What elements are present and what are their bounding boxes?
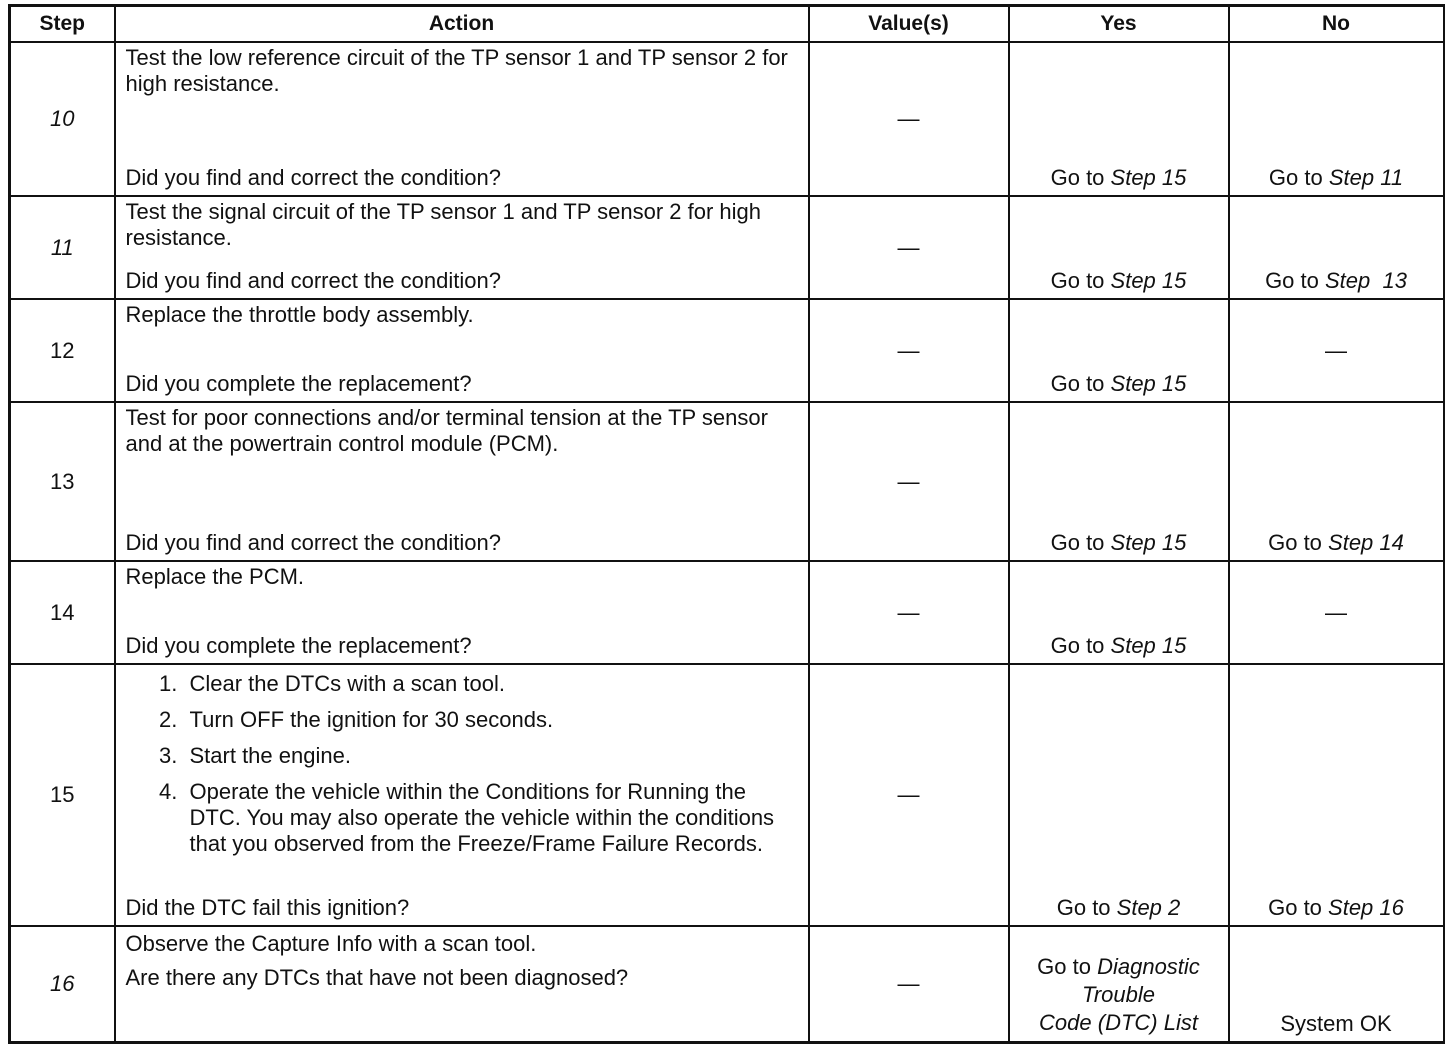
step-number: 10	[10, 42, 115, 196]
yes-cell	[1009, 664, 1229, 926]
value-cell: —	[809, 196, 1009, 299]
step-number: 15	[10, 664, 115, 926]
action-cell	[115, 196, 809, 299]
action-cell	[115, 561, 809, 664]
diagnostic-steps-table	[8, 4, 1445, 1044]
action-text: Test for poor connections and/or terminal tension at the TP sensor and at the powertrain control module (PCM).	[125, 405, 768, 456]
no-cell	[1229, 926, 1444, 1042]
header-step: Step	[10, 6, 115, 43]
header-action: Action	[115, 6, 809, 43]
value-cell: —	[809, 299, 1009, 402]
yes-step-link[interactable]: Step 15	[1110, 530, 1187, 555]
action-question: Did you find and correct the condition?	[125, 165, 501, 190]
table-row-step-13	[10, 402, 1444, 561]
action-question: Did you complete the replacement?	[125, 371, 472, 396]
no-step-link[interactable]: Step 13	[1324, 268, 1407, 293]
no-prefix: Go to	[1268, 895, 1329, 920]
no-cell: —	[1229, 561, 1444, 664]
dtc-list-link[interactable]: Diagnostic	[1097, 953, 1200, 979]
no-step-link[interactable]: Step 14	[1328, 530, 1404, 555]
yes-cell	[1009, 299, 1229, 402]
action-question: Did you find and correct the condition?	[125, 530, 501, 555]
value-cell: —	[809, 42, 1009, 196]
yes-prefix: Go to	[1050, 268, 1111, 293]
list-item: 4. Operate the vehicle within the Conditions for Running the DTC. You may also operate the vehicle within the conditions that you observed from the Freeze/Frame Failure Records.	[184, 779, 798, 857]
header-values: Value(s)	[809, 6, 1009, 43]
yes-cell	[1009, 561, 1229, 664]
table-row-step-16	[10, 926, 1444, 1042]
dtc-list-link-line2[interactable]: Trouble	[1082, 981, 1155, 1007]
action-text: Replace the throttle body assembly.	[125, 302, 474, 327]
yes-cell	[1009, 42, 1229, 196]
yes-prefix: Go to	[1050, 371, 1111, 396]
yes-prefix: Go to	[1050, 633, 1111, 658]
action-question: Are there any DTCs that have not been diagnosed?	[125, 965, 629, 990]
action-text: Test the signal circuit of the TP sensor 1 and TP sensor 2 for high resistance.	[125, 199, 762, 250]
no-prefix: Go to	[1268, 530, 1329, 555]
yes-prefix: Go to	[1050, 165, 1111, 190]
value-cell: —	[809, 402, 1009, 561]
yes-cell	[1009, 196, 1229, 299]
table-row-step-14	[10, 561, 1444, 664]
no-cell	[1229, 42, 1444, 196]
list-item: 2. Turn OFF the ignition for 30 seconds.	[184, 707, 798, 733]
action-text: Observe the Capture Info with a scan tool.	[125, 931, 537, 956]
value-cell: —	[809, 926, 1009, 1042]
step-number: 12	[10, 299, 115, 402]
yes-prefix: Go to	[1037, 953, 1098, 979]
no-cell	[1229, 196, 1444, 299]
action-text: Test the low reference circuit of the TP sensor 1 and TP sensor 2 for high resistance.	[125, 45, 788, 96]
value-cell: —	[809, 561, 1009, 664]
table-row-step-10	[10, 42, 1444, 196]
action-question: Did you complete the replacement?	[125, 633, 472, 658]
table-header-row	[10, 6, 1444, 43]
action-cell	[115, 42, 809, 196]
no-cell	[1229, 664, 1444, 926]
action-cell	[115, 299, 809, 402]
no-cell: —	[1229, 299, 1444, 402]
yes-step-link[interactable]: Step 2	[1116, 895, 1181, 920]
table-row-step-12	[10, 299, 1444, 402]
table-row-step-15	[10, 664, 1444, 926]
no-prefix: Go to	[1265, 268, 1325, 293]
yes-step-link[interactable]: Step 15	[1110, 268, 1187, 293]
header-yes: Yes	[1009, 6, 1229, 43]
action-cell	[115, 402, 809, 561]
no-step-link[interactable]: Step 11	[1328, 165, 1404, 190]
yes-step-link[interactable]: Step 15	[1110, 633, 1187, 658]
table-row-step-11	[10, 196, 1444, 299]
header-no: No	[1229, 6, 1444, 43]
yes-cell	[1009, 926, 1229, 1042]
procedure-list	[126, 671, 798, 861]
action-text: Replace the PCM.	[125, 564, 305, 589]
dtc-list-link-line3[interactable]: Code (DTC) List	[1039, 1009, 1198, 1035]
no-cell	[1229, 402, 1444, 561]
step-number: 16	[10, 926, 115, 1042]
step-number: 13	[10, 402, 115, 561]
yes-step-link[interactable]: Step 15	[1110, 165, 1187, 190]
yes-cell	[1009, 402, 1229, 561]
action-question: Did the DTC fail this ignition?	[125, 895, 410, 920]
action-question: Did you find and correct the condition?	[125, 268, 501, 293]
step-number: 11	[10, 196, 115, 299]
action-cell	[115, 664, 809, 926]
yes-step-link[interactable]: Step 15	[1110, 371, 1187, 396]
value-cell: —	[809, 664, 1009, 926]
step-number: 14	[10, 561, 115, 664]
action-cell	[115, 926, 809, 1042]
no-step-link[interactable]: Step 16	[1328, 895, 1404, 920]
list-item: 1. Clear the DTCs with a scan tool.	[184, 671, 798, 697]
no-prefix: Go to	[1268, 165, 1329, 190]
system-ok-text: System OK	[1280, 1010, 1392, 1036]
yes-prefix: Go to	[1056, 895, 1117, 920]
list-item: 3. Start the engine.	[184, 743, 798, 769]
yes-prefix: Go to	[1050, 530, 1111, 555]
